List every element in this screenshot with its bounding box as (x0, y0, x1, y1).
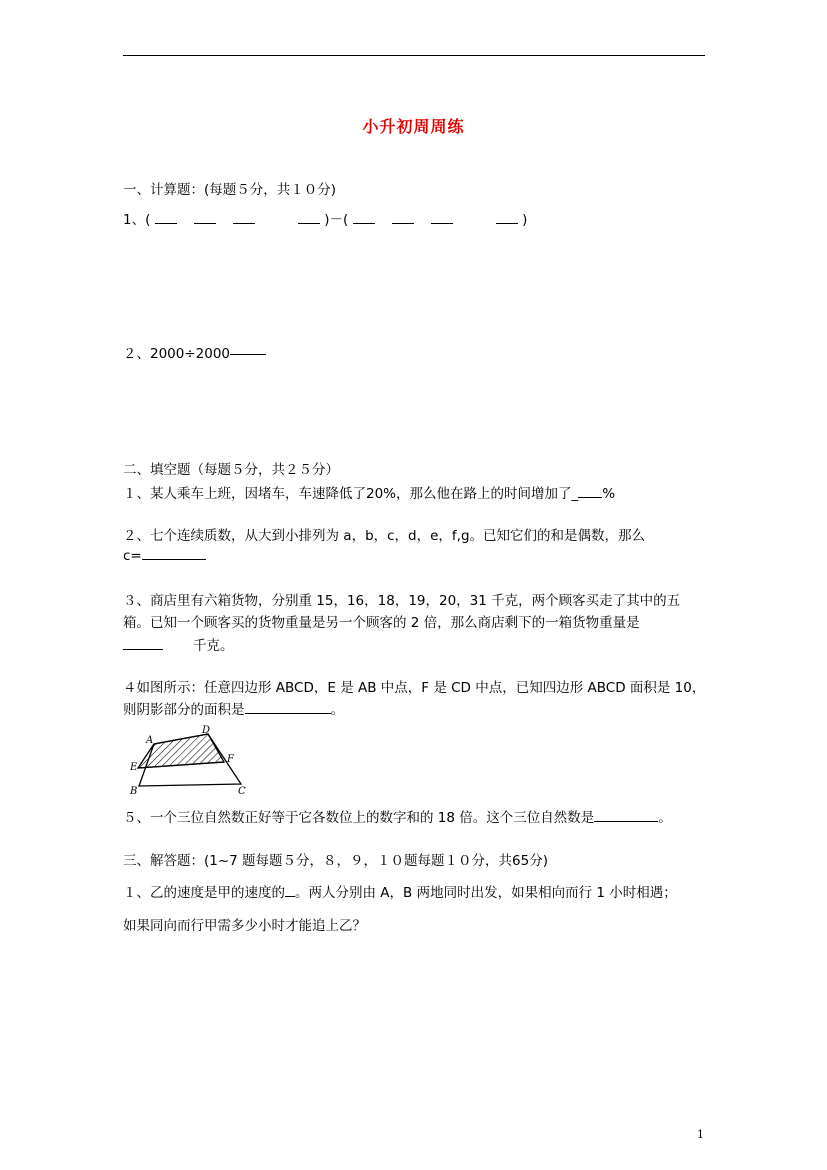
s3q1-text-b: 。两人分别由 A，B 两地同时出发，如果相向而行 1 小时相遇； (295, 885, 677, 901)
s2q1-blank: _ (571, 486, 579, 502)
label-f: F (227, 754, 234, 765)
section-2-question-2-line-1: ２、七个连续质数，从大到小排列为 a，b，c，d，e，f,g。已知它们的和是偶数，那么 (123, 528, 646, 544)
s2q3-suffix: 千克。 (193, 638, 234, 654)
s3q1-text-a: １、乙的速度是甲的速度的 (123, 885, 285, 901)
s2q5-suffix: 。 (658, 810, 672, 826)
s2q1-suffix: % (602, 486, 616, 502)
section-2-question-3-line-2: 箱。已知一个顾客买的货物重量是另一个顾客的 2 倍，那么商店剩下的一箱货物重量是 (123, 615, 640, 631)
s2q2-answer-line (142, 558, 206, 560)
label-b: B (130, 786, 138, 797)
s2q5-answer-line (594, 820, 658, 822)
label-a: A (146, 735, 154, 746)
section-2-question-3-line-3 (123, 634, 234, 654)
section-2-header: 二、填空题（每题５分，共２５分） (123, 462, 339, 478)
quadrilateral-diagram (128, 722, 253, 797)
section-1-question-2 (123, 342, 266, 362)
q1-blank-6 (392, 222, 414, 224)
page-number: 1 (697, 1128, 704, 1141)
q1-blank-2 (194, 222, 216, 224)
q1-prefix: 1、( (123, 212, 151, 228)
s2q1-answer-line (578, 496, 602, 498)
page-title: 小升初周周练 (362, 117, 465, 136)
s2q5-text: ５、一个三位自然数正好等于它各数位上的数字和的 18 倍。这个三位自然数是 (123, 810, 595, 826)
section-2-question-4-line-2 (123, 698, 344, 718)
section-1-header: 一、计算题：(每题５分，共１０分) (123, 182, 337, 198)
section-3-question-1-line-1 (123, 881, 677, 901)
section-1-question-1 (123, 208, 527, 228)
section-2-question-2-line-2 (123, 548, 206, 564)
q1-blank-7 (431, 222, 453, 224)
q1-blank-1 (155, 222, 177, 224)
header-rule (123, 55, 705, 56)
q1-blank-4 (298, 222, 320, 224)
q2-text: ２、2000÷2000 (123, 346, 231, 362)
s2q4-suffix: 。 (330, 702, 344, 718)
s2q3-answer-line (123, 648, 163, 650)
q1-blank-5 (353, 222, 375, 224)
s3q1-fraction (285, 896, 295, 897)
section-2-question-4-line-1: ４如图所示：任意四边形 ABCD，E 是 AB 中点，F 是 CD 中点，已知四边形 ABCD 面积是 10， (123, 680, 706, 696)
label-e: E (130, 762, 138, 773)
quadrilateral-figure (128, 722, 253, 801)
label-d: D (202, 725, 211, 736)
s2q4-answer-line (245, 712, 331, 714)
section-3-question-1-line-2: 如果同向而行甲需多少小时才能追上乙？ (123, 918, 366, 934)
s2q1-text: １、某人乘车上班，因堵车，车速降低了20%，那么他在路上的时间增加了 (123, 486, 572, 502)
section-2-question-1 (123, 482, 615, 502)
q1-suffix: ) (522, 212, 528, 228)
q2-answer-line (230, 353, 266, 355)
q1-blank-8 (496, 222, 518, 224)
s2q2-label: c= (123, 548, 142, 564)
q1-minus: )－( (324, 212, 349, 228)
section-2-question-3-line-1: ３、商店里有六箱货物，分别重 15，16，18，19，20，31 千克，两个顾客买走了其中的五 (123, 593, 681, 609)
s2q4-label: 则阴影部分的面积是 (123, 702, 245, 718)
section-2-question-5 (123, 806, 672, 826)
q1-blank-3 (233, 222, 255, 224)
label-c: C (238, 786, 246, 797)
section-3-header: 三、解答题：(1~7 题每题５分，８，９，１０题每题１０分，共65分) (123, 853, 548, 869)
